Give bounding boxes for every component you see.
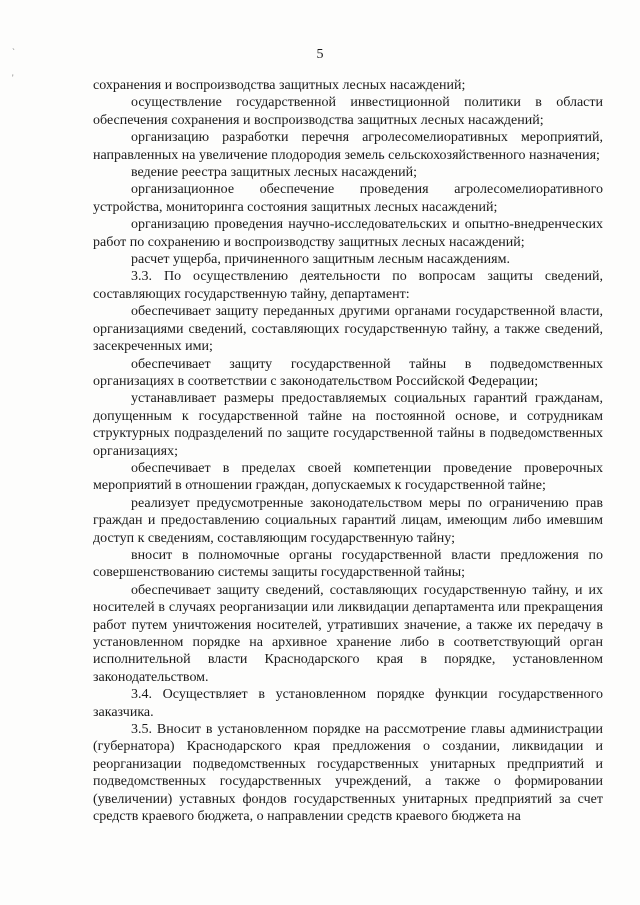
- section-3-3-heading: 3.3. По осуществлению деятельности по вопросам защиты сведений, составляющих государственную тайну, департамент:: [93, 269, 603, 302]
- paragraph: сохранения и воспроизводства защитных лесных насаждений;: [93, 78, 466, 93]
- paragraph: обеспечивает в пределах своей компетенции проведение проверочных мероприятий в отношении граждан, допускаемых к государственной тайне;: [93, 460, 603, 494]
- paragraph: обеспечивает защиту переданных другими органами государственной власти, организациями сведений, составляющих государственную тайну, а также сведений, засекреченных ими;: [93, 304, 603, 355]
- document-body: [93, 77, 603, 825]
- paragraph: ведение реестра защитных лесных насаждений;: [131, 165, 417, 181]
- section-3-4: 3.4. Осуществляет в установленном порядке функции государственного заказчика.: [93, 687, 603, 720]
- paragraph: организацию проведения научно-исследовательских и опытно-внедренческих работ по сохранению и воспроизводству защитных лесных насаждений;: [93, 217, 603, 250]
- paragraph: обеспечивает защиту сведений, составляющих государственную тайну, и их носителей в случаях реорганизации или ликвидации департамента или прекращения работ путем уничтожения носителей, утративших значение, а также их передачу в установленном порядке на архивное хранение либо в соответствующий орган исполнительной власти Краснодарского края в порядке, установленном законодательством.: [93, 582, 603, 685]
- scan-mark: ': [12, 73, 14, 83]
- scan-mark: `: [12, 47, 15, 57]
- paragraph: реализует предусмотренные законодательством меры по ограничению прав граждан и предоставлению социальных гарантий лицам, имеющим либо имевшим доступ к сведениям, составляющим государственную тайну;: [93, 495, 603, 546]
- paragraph: осуществление государственной инвестиционной политики в области обеспечения сохранения и воспроизводства защитных лесных насаждений;: [93, 95, 603, 128]
- paragraph: вносит в полномочные органы государственной власти предложения по совершенствованию системы защиты государственной тайны;: [93, 547, 603, 581]
- paragraph: устанавливает размеры предоставляемых социальных гарантий гражданам, допущенным к государственной тайне на постоянной основе, и сотрудникам структурных подразделений по защите государственной тайны в подведомственных организациях;: [93, 391, 603, 459]
- section-3-5: 3.5. Вносит в установленном порядке на рассмотрение главы администрации (губернатора) Краснодарского края предложения о создании, ликвидации и реорганизации подведомственных государственных унитарных предприятий и подведомственных государственных учреждений, а также о формировании (увеличении) уставных фондов государственных унитарных предприятий за счет средств краевого бюджета, о направлении средств краевого бюджета на: [93, 722, 603, 825]
- paragraph: расчет ущерба, причиненного защитным лесным насаждениям.: [131, 252, 510, 268]
- page-number: 5: [316, 47, 324, 62]
- paragraph: обеспечивает защиту государственной тайны в подведомственных организациях в соответствии с законодательством Российской Федерации;: [93, 356, 603, 389]
- paragraph: организационное обеспечение проведения агролесомелиоративного устройства, мониторинга состояния защитных лесных насаждений;: [93, 182, 603, 215]
- paragraph: организацию разработки перечня агролесомелиоративных мероприятий, направленных на увеличение плодородия земель сельскохозяйственного назначения;: [93, 130, 603, 163]
